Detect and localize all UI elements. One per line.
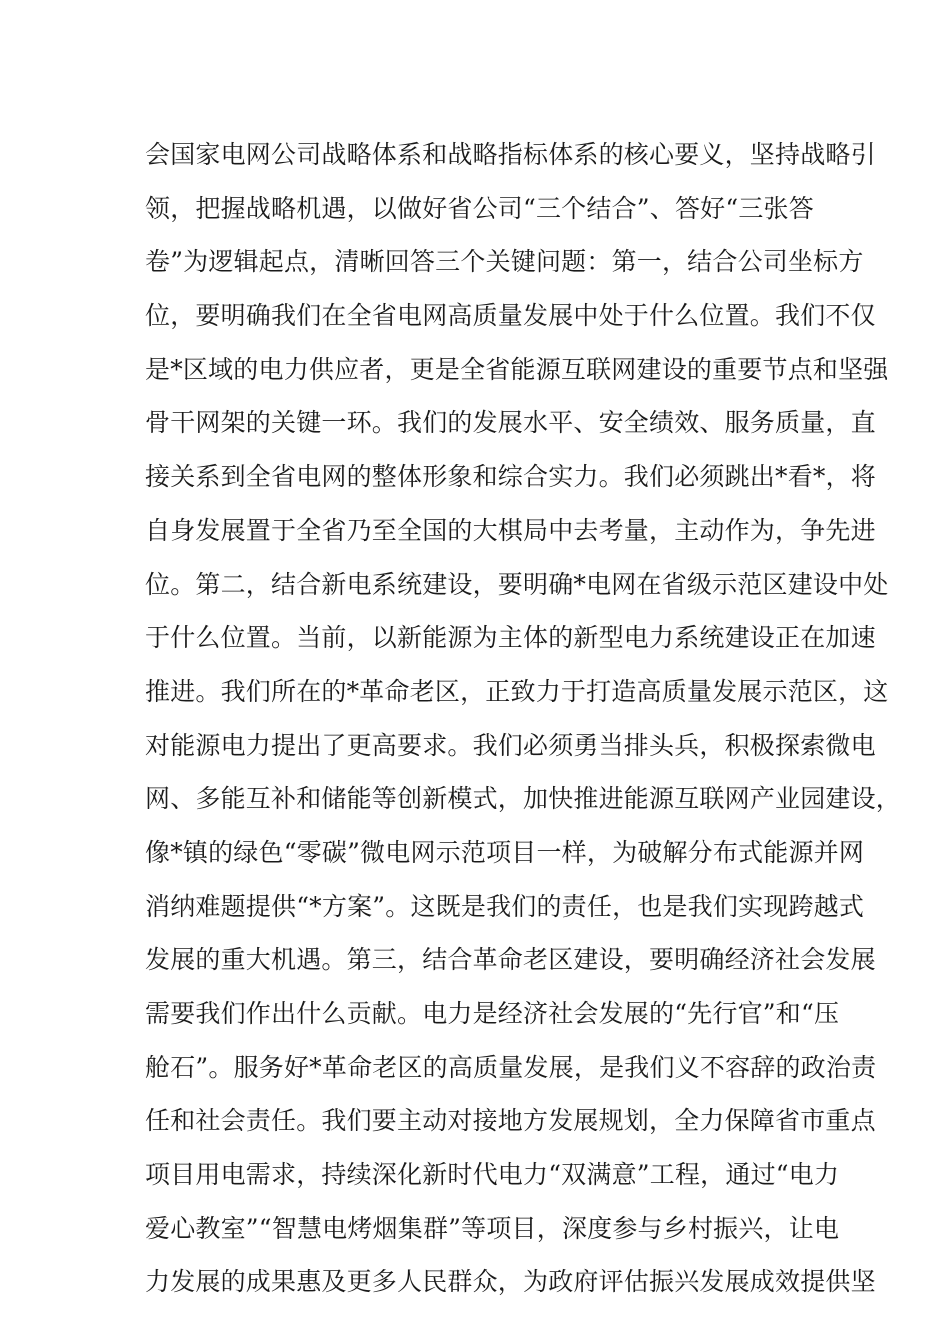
text-line: 网、多能互补和储能等创新模式，加快推进能源互联网产业园建设， xyxy=(145,784,902,814)
text-line: 自身发展置于全省乃至全国的大棋局中去考量，主动作为，争先进 xyxy=(145,515,876,545)
text-line: 是*区域的电力供应者，更是全省能源互联网建设的重要节点和坚强 xyxy=(145,354,889,384)
text-line: 任和社会责任。我们要主动对接地方发展规划，全力保障省市重点 xyxy=(145,1106,876,1136)
text-line: 需要我们作出什么贡献。电力是经济社会发展的“先行官”和“压 xyxy=(145,999,840,1028)
text-line: 接关系到全省电网的整体形象和综合实力。我们必须跳出*看*，将 xyxy=(145,462,877,492)
text-line: 发展的重大机遇。第三，结合革命老区建设，要明确经济社会发展 xyxy=(145,945,876,975)
text-line: 对能源电力提出了更高要求。我们必须勇当排头兵，积极探索微电 xyxy=(145,730,876,760)
text-line: 力发展的成果惠及更多人民群众，为政府评估振兴发展成效提供坚 xyxy=(145,1267,876,1297)
text-line: 像*镇的绿色“零碳”微电网示范项目一样，为破解分布式能源并网 xyxy=(145,837,865,867)
text-line: 爱心教室”“智慧电烤烟集群”等项目，深度参与乡村振兴，让电 xyxy=(145,1213,840,1243)
text-line: 领，把握战略机遇，以做好省公司“三个结合”、答好“三张答 xyxy=(145,193,814,223)
text-line: 位。第二，结合新电系统建设，要明确*电网在省级示范区建设中处 xyxy=(145,569,889,599)
text-line: 卷”为逻辑起点，清晰回答三个关键问题：第一，结合公司坐标方 xyxy=(145,247,864,277)
text-line: 消纳难题提供“*方案”。这既是我们的责任，也是我们实现跨越式 xyxy=(145,891,865,921)
text-line: 项目用电需求，持续深化新时代电力“双满意”工程，通过“电力 xyxy=(145,1160,840,1190)
text-line: 于什么位置。当前，以新能源为主体的新型电力系统建设正在加速 xyxy=(145,623,876,653)
text-line: 会国家电网公司战略体系和战略指标体系的核心要义，坚持战略引 xyxy=(145,140,876,169)
text-line: 舱石”。服务好*革命老区的高质量发展，是我们义不容辞的政治责 xyxy=(145,1052,877,1082)
body-text xyxy=(145,128,902,1309)
text-line: 位，要明确我们在全省电网高质量发展中处于什么位置。我们不仅 xyxy=(145,301,876,331)
text-line: 推进。我们所在的*革命老区，正致力于打造高质量发展示范区，这 xyxy=(145,676,889,706)
text-line: 骨干网架的关键一环。我们的发展水平、安全绩效、服务质量，直 xyxy=(145,408,876,438)
